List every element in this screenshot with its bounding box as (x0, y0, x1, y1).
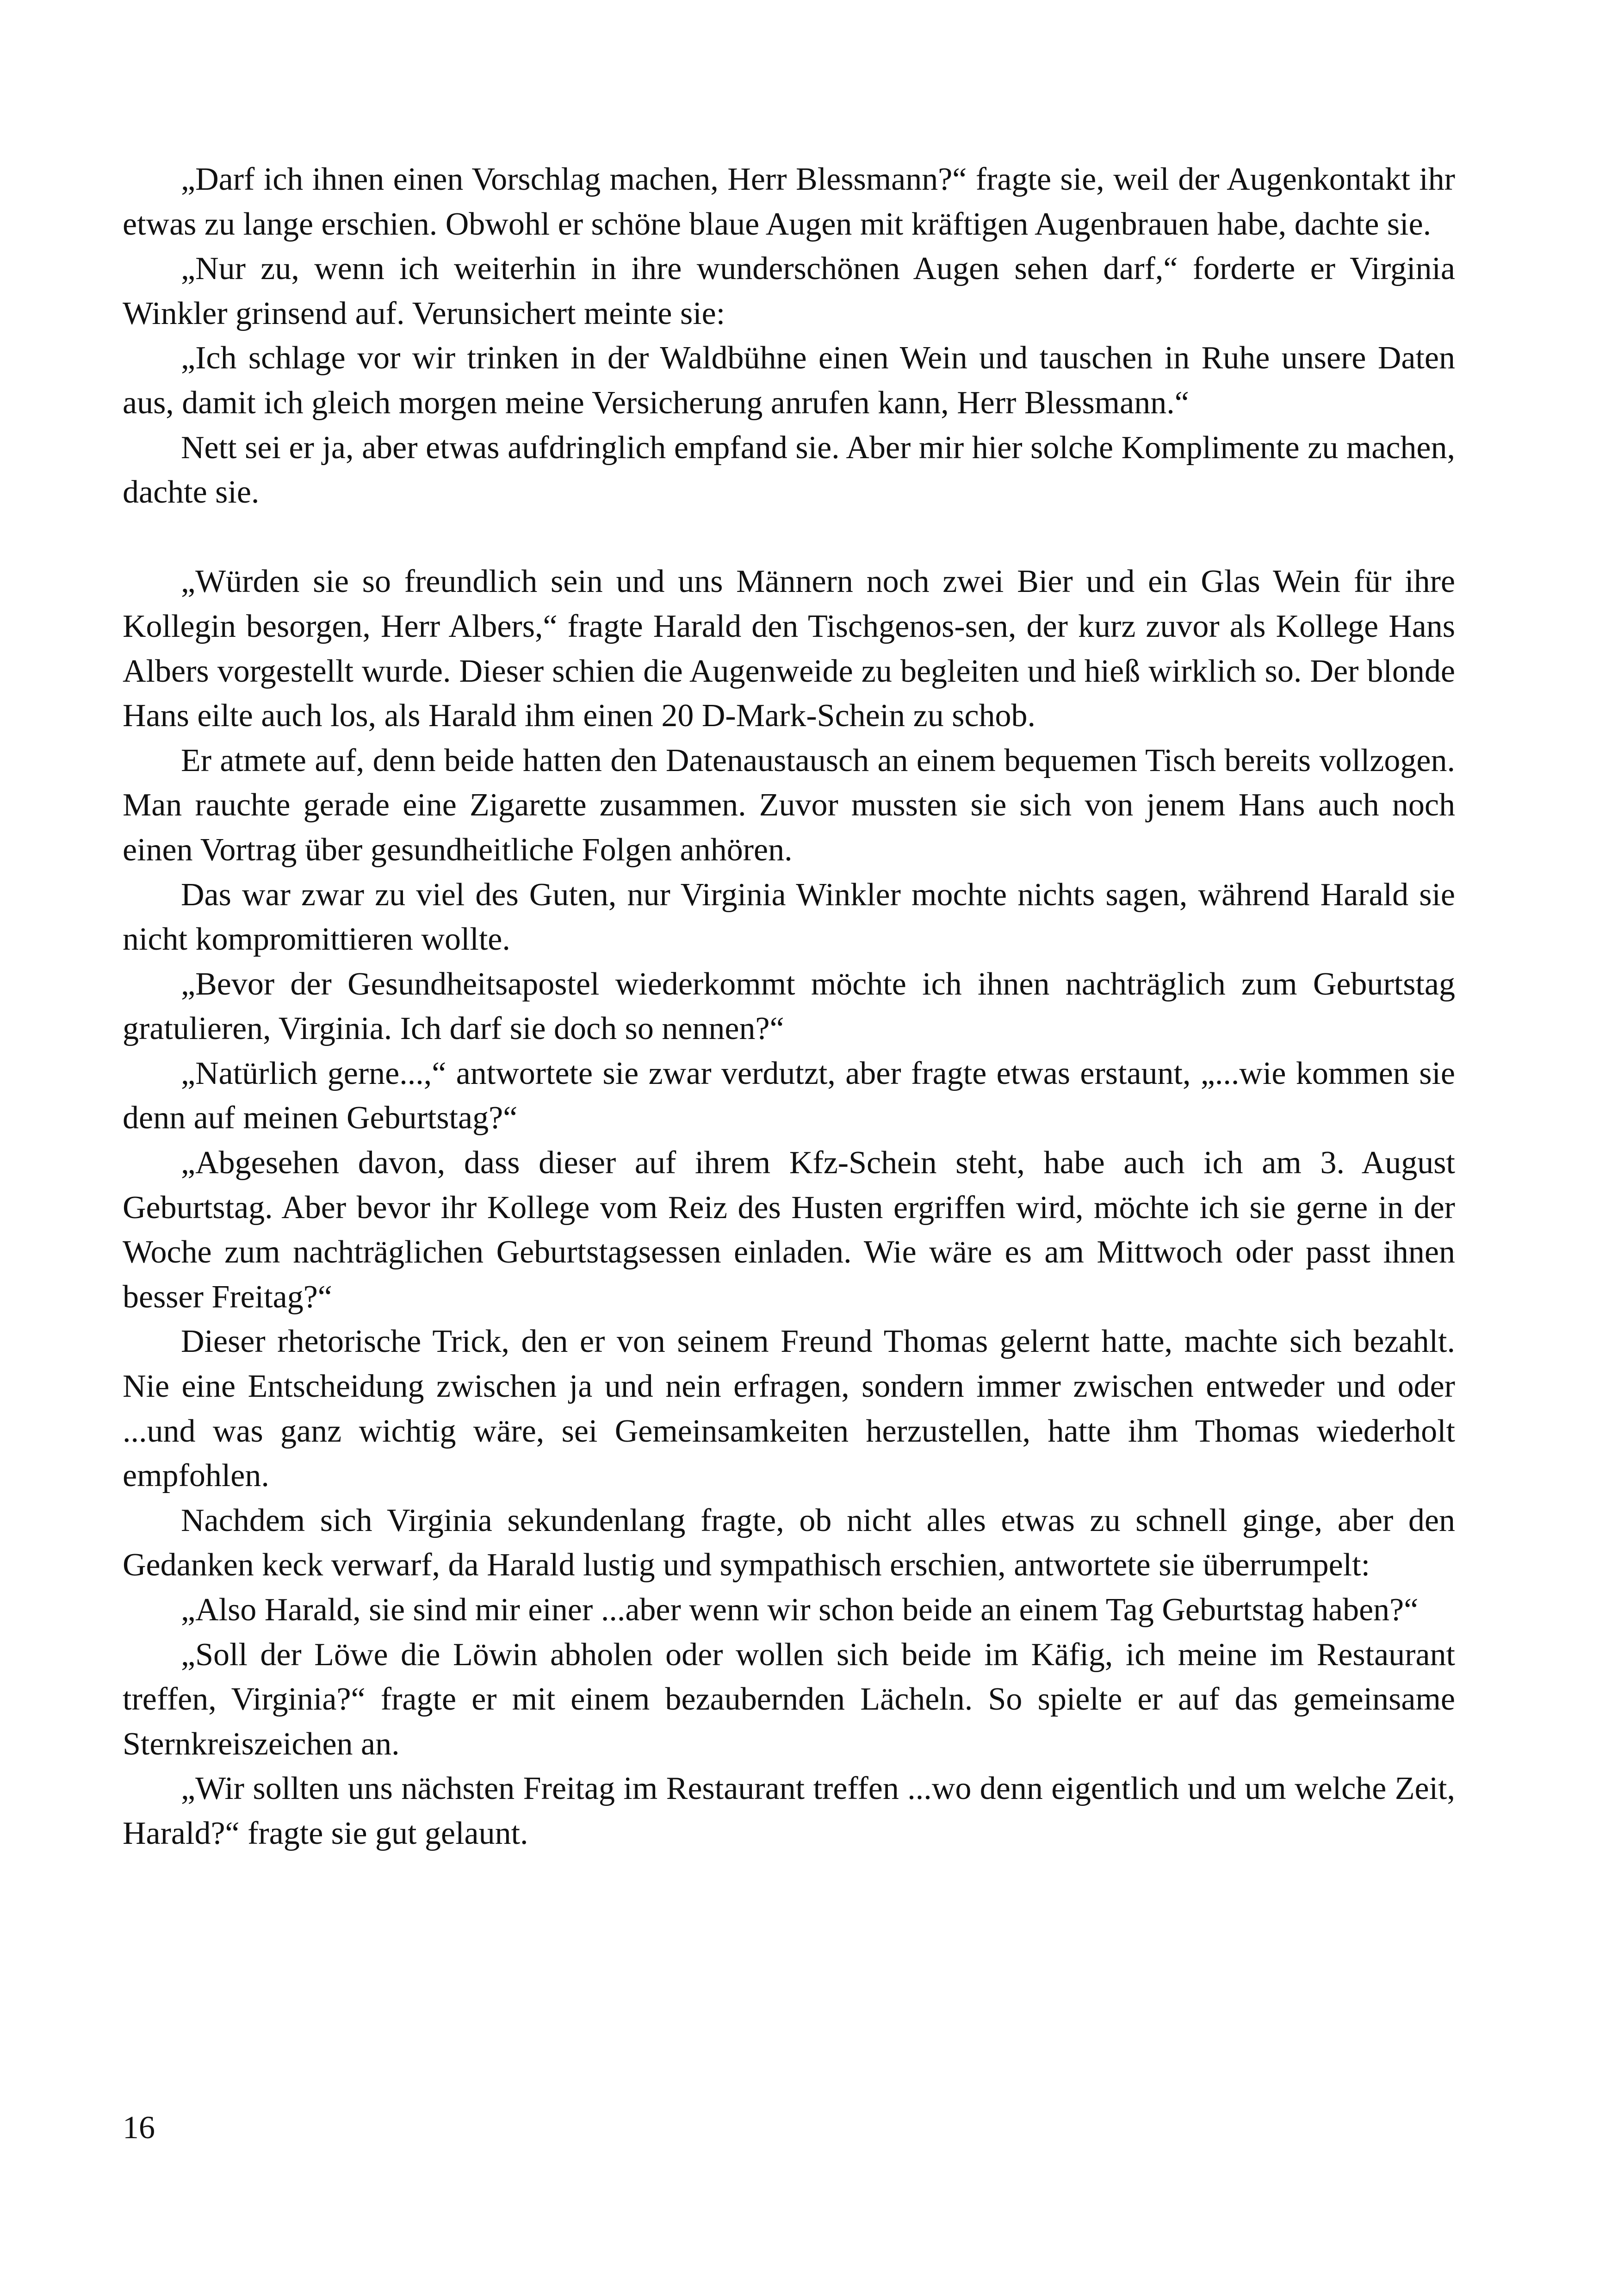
paragraph: „Bevor der Gesundheitsapostel wiederkommt möchte ich ihnen nachträglich zum Geburtstag gratulieren, Virginia. Ich darf sie doch so nennen?“ (123, 966, 1455, 1047)
paragraph: „Wir sollten uns nächsten Freitag im Restaurant treffen ...wo denn eigentlich und um welche Zeit, Harald?“ fragte sie gut gelaunt. (123, 1771, 1455, 1851)
paragraph: „Nur zu, wenn ich weiterhin in ihre wunderschönen Augen sehen darf,“ forderte er Virginia Winkler grinsend auf. Verunsichert meinte sie: (123, 251, 1455, 331)
paragraph: „Würden sie so freundlich sein und uns Männern noch zwei Bier und ein Glas Wein für ihre Kollegin besorgen, Herr Albers,“ fragte Harald den Tischgenos-sen, der kurz zuvor als Kollege Hans Albers vorgestellt wurde. Dieser schien die Augenweide zu begleiten und hieß wirklich so. Der blonde Hans eilte auch los, als Harald ihm einen 20 D-Mark-Schein zu schob. (123, 564, 1455, 734)
paragraph: Das war zwar zu viel des Guten, nur Virginia Winkler mochte nichts sagen, während Harald sie nicht kompromittieren wollte. (123, 877, 1455, 958)
paragraph: Dieser rhetorische Trick, den er von seinem Freund Thomas gelernt hatte, machte sich bezahlt. Nie eine Entscheidung zwischen ja und nein erfragen, sondern immer zwischen entweder und oder ...und was ganz wichtig wäre, sei Gemeinsamkeiten herzustellen, hatte ihm Thomas wiederholt empfohlen. (123, 1324, 1455, 1494)
paragraph: „Darf ich ihnen einen Vorschlag machen, Herr Blessmann?“ fragte sie, weil der Augenkontakt ihr etwas zu lange erschien. Obwohl er schöne blaue Augen mit kräftigen Augenbrauen habe, dachte sie. (123, 162, 1455, 242)
paragraph: „Also Harald, sie sind mir einer ...aber wenn wir schon beide an einem Tag Geburtstag haben?“ (181, 1592, 1419, 1628)
book-page-body (123, 157, 1455, 1856)
paragraph: Er atmete auf, denn beide hatten den Datenaustausch an einem bequemen Tisch bereits vollzogen. Man rauchte gerade eine Zigarette zusammen. Zuvor mussten sie sich von jenem Hans auch noch einen Vortrag über gesundheitliche Folgen anhören. (123, 742, 1455, 868)
page-number: 16 (123, 2110, 155, 2146)
paragraph: „Natürlich gerne...,“ antwortete sie zwar verdutzt, aber fragte etwas erstaunt, „...wie kommen sie denn auf meinen Geburtstag?“ (123, 1055, 1455, 1136)
paragraph: Nachdem sich Virginia sekundenlang fragte, ob nicht alles etwas zu schnell ginge, aber den Gedanken keck verwarf, da Harald lustig und sympathisch erschien, antwortete sie überrumpelt: (123, 1502, 1455, 1583)
paragraph: „Ich schlage vor wir trinken in der Waldbühne einen Wein und tauschen in Ruhe unsere Daten aus, damit ich gleich morgen meine Versicherung anrufen kann, Herr Blessmann.“ (123, 340, 1455, 421)
paragraph: Nett sei er ja, aber etwas aufdringlich empfand sie. Aber mir hier solche Komplimente zu machen, dachte sie. (123, 429, 1455, 510)
paragraph: „Abgesehen davon, dass dieser auf ihrem Kfz-Schein steht, habe auch ich am 3. August Geburtstag. Aber bevor ihr Kollege vom Reiz des Husten ergriffen wird, möchte ich sie gerne in der Woche zum nachträglichen Geburtstagsessen einladen. Wie wäre es am Mittwoch oder passt ihnen besser Freitag?“ (123, 1145, 1455, 1315)
paragraph: „Soll der Löwe die Löwin abholen oder wollen sich beide im Käfig, ich meine im Restaurant treffen, Virginia?“ fragte er mit einem bezaubernden Lächeln. So spielte er auf das gemeinsame Sternkreiszeichen an. (123, 1636, 1455, 1762)
section-break (123, 515, 1455, 560)
